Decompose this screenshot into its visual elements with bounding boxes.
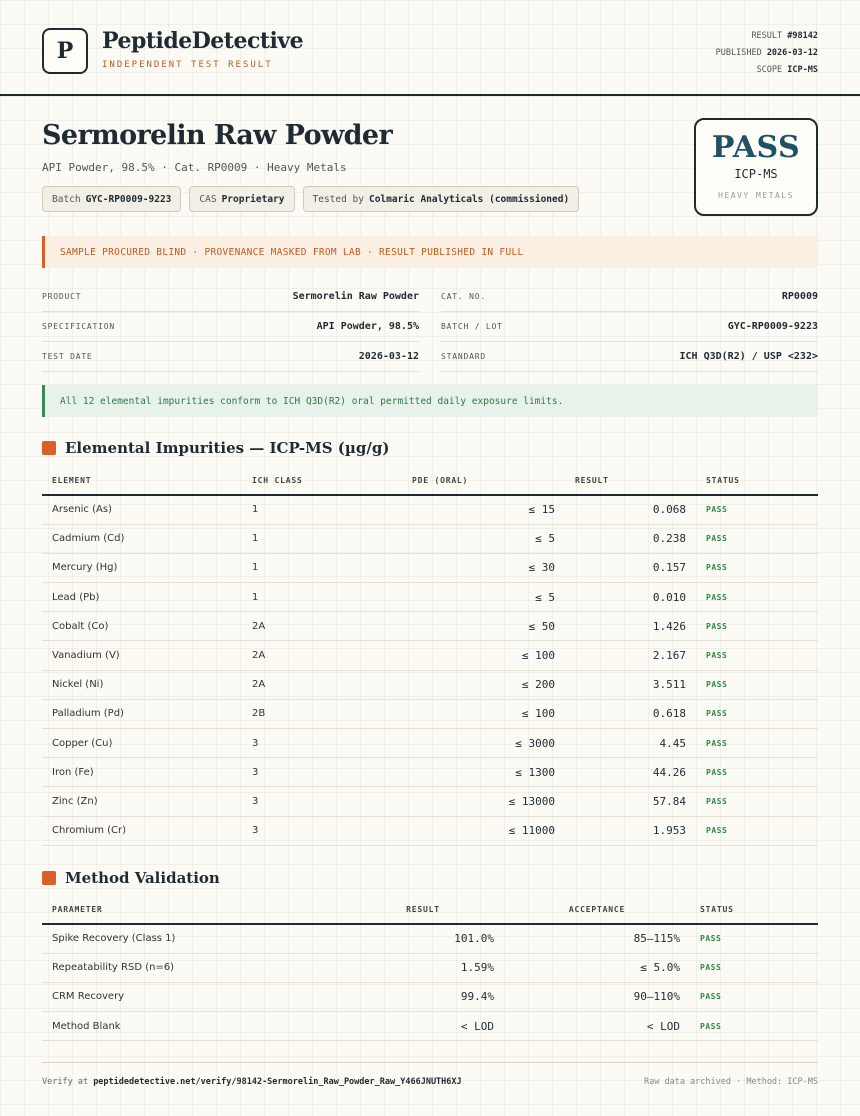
col-result: RESULT (342, 895, 504, 924)
status-badge: PASS (690, 953, 818, 982)
status-badge: PASS (690, 924, 818, 953)
status-badge: PASS (696, 612, 818, 641)
table-row (42, 729, 818, 758)
element-cell: Mercury (Hg) (42, 553, 242, 582)
status-badge: PASS (696, 758, 818, 787)
status-badge: PASS (690, 982, 818, 1011)
product-subtitle: API Powder, 98.5% · Cat. RP0009 · Heavy Metals (42, 161, 347, 174)
result-cell: 1.953 (565, 816, 696, 845)
parameter-cell: CRM Recovery (42, 982, 342, 1011)
status-badge: PASS (696, 729, 818, 758)
impurities-title: Elemental Impurities — ICP-MS (µg/g) (65, 439, 390, 457)
parameter-cell: Repeatability RSD (n=6) (42, 953, 342, 982)
element-cell: Cobalt (Co) (42, 612, 242, 641)
ich-class-cell: 3 (242, 816, 402, 845)
validation-title: Method Validation (65, 869, 220, 887)
result-cell: 57.84 (565, 787, 696, 816)
pde-cell: ≤ 3000 (402, 729, 565, 758)
ich-class-cell: 2A (242, 641, 402, 670)
status-badge: PASS (696, 524, 818, 553)
product-title: Sermorelin Raw Powder (42, 120, 393, 151)
logo-mark: P (42, 28, 88, 74)
ich-class-cell: 3 (242, 758, 402, 787)
validation-section-header (42, 869, 220, 887)
status-badge: PASS (690, 1012, 818, 1041)
pde-cell: ≤ 5 (402, 583, 565, 612)
section-marker-icon (42, 871, 56, 885)
table-row (42, 583, 818, 612)
table-row (42, 758, 818, 787)
result-cell: 3.511 (565, 670, 696, 699)
brand-name: PeptideDetective (102, 28, 304, 54)
element-cell: Chromium (Cr) (42, 816, 242, 845)
col-result: RESULT (565, 466, 696, 495)
pde-cell: ≤ 11000 (402, 816, 565, 845)
element-cell: Iron (Fe) (42, 758, 242, 787)
chip-tested-by: Tested by Colmaric Analyticals (commissioned) (303, 186, 580, 212)
pde-cell: ≤ 50 (402, 612, 565, 641)
conformance-banner: All 12 elemental impurities conform to ICH Q3D(R2) oral permitted daily exposure limits. (42, 385, 818, 417)
result-cell: 99.4% (342, 982, 504, 1011)
table-header-row (42, 895, 818, 924)
status-badge: PASS (696, 553, 818, 582)
table-row (42, 787, 818, 816)
pde-cell: ≤ 15 (402, 495, 565, 524)
result-cell: 0.010 (565, 583, 696, 612)
info-batch-lot: BATCH / LOT GYC-RP0009-9223 (441, 312, 818, 342)
table-row (42, 524, 818, 553)
col-acceptance: ACCEPTANCE (504, 895, 690, 924)
status-badge: PASS (696, 816, 818, 845)
ich-class-cell: 3 (242, 729, 402, 758)
impurities-section-header (42, 439, 389, 457)
validation-table (42, 895, 818, 1041)
table-row (42, 1012, 818, 1041)
product-chips (42, 186, 579, 212)
element-cell: Arsenic (As) (42, 495, 242, 524)
impurities-body (42, 495, 818, 845)
col-status: STATUS (696, 466, 818, 495)
table-row (42, 953, 818, 982)
report-header (42, 28, 818, 78)
ich-class-cell: 1 (242, 553, 402, 582)
status-badge: PASS (696, 787, 818, 816)
verdict-method: ICP-MS (734, 167, 778, 181)
result-cell: 0.618 (565, 699, 696, 728)
status-badge: PASS (696, 583, 818, 612)
table-row (42, 816, 818, 845)
pde-cell: ≤ 1300 (402, 758, 565, 787)
meta-published: PUBLISHED 2026-03-12 (715, 48, 818, 58)
table-row (42, 699, 818, 728)
info-row (42, 312, 818, 342)
result-cell: 1.59% (342, 953, 504, 982)
result-cell: 0.068 (565, 495, 696, 524)
element-cell: Zinc (Zn) (42, 787, 242, 816)
pde-cell: ≤ 100 (402, 699, 565, 728)
result-cell: 101.0% (342, 924, 504, 953)
procurement-banner: SAMPLE PROCURED BLIND · PROVENANCE MASKED FROM LAB · RESULT PUBLISHED IN FULL (42, 236, 818, 268)
footer-verify: Verify at peptidedetective.net/verify/98142-Sermorelin_Raw_Powder_Raw_Y466JNUTH6XJ (42, 1077, 462, 1087)
table-header-row (42, 466, 818, 495)
status-badge: PASS (696, 495, 818, 524)
result-cell: 2.167 (565, 641, 696, 670)
parameter-cell: Spike Recovery (Class 1) (42, 924, 342, 953)
table-row (42, 670, 818, 699)
table-row (42, 924, 818, 953)
element-cell: Nickel (Ni) (42, 670, 242, 699)
table-row (42, 495, 818, 524)
brand-tagline: INDEPENDENT TEST RESULT (102, 60, 273, 70)
meta-result: RESULT #98142 (751, 31, 818, 41)
validation-body (42, 924, 818, 1041)
info-standard: STANDARD ICH Q3D(R2) / USP <232> (441, 342, 818, 372)
impurities-table (42, 466, 818, 846)
col-parameter: PARAMETER (42, 895, 342, 924)
footer-note: Raw data archived · Method: ICP-MS (644, 1077, 818, 1087)
table-row (42, 982, 818, 1011)
col-pde: PDE (ORAL) (402, 466, 565, 495)
info-grid (42, 282, 818, 372)
pde-cell: ≤ 200 (402, 670, 565, 699)
acceptance-cell: 85–115% (504, 924, 690, 953)
result-cell: 0.238 (565, 524, 696, 553)
ich-class-cell: 1 (242, 583, 402, 612)
info-row (42, 282, 818, 312)
header-divider (0, 94, 860, 96)
element-cell: Vanadium (V) (42, 641, 242, 670)
footer-divider (42, 1062, 818, 1063)
info-row (42, 342, 818, 372)
ich-class-cell: 2A (242, 612, 402, 641)
ich-class-cell: 3 (242, 787, 402, 816)
pde-cell: ≤ 13000 (402, 787, 565, 816)
chip-batch: Batch GYC-RP0009-9223 (42, 186, 181, 212)
table-row (42, 553, 818, 582)
result-cell: 44.26 (565, 758, 696, 787)
col-ich-class: ICH CLASS (242, 466, 402, 495)
ich-class-cell: 2B (242, 699, 402, 728)
col-element: ELEMENT (42, 466, 242, 495)
table-row (42, 641, 818, 670)
info-cat-no: CAT. NO. RP0009 (441, 282, 818, 312)
status-badge: PASS (696, 670, 818, 699)
result-cell: < LOD (342, 1012, 504, 1041)
brand-block (102, 28, 303, 70)
info-specification: SPECIFICATION API Powder, 98.5% (42, 312, 419, 342)
status-badge: PASS (696, 641, 818, 670)
element-cell: Palladium (Pd) (42, 699, 242, 728)
verify-link[interactable]: peptidedetective.net/verify/98142-Sermorelin_Raw_Powder_Raw_Y466JNUTH6XJ (93, 1077, 462, 1087)
pde-cell: ≤ 30 (402, 553, 565, 582)
pde-cell: ≤ 100 (402, 641, 565, 670)
report-meta (716, 28, 818, 79)
ich-class-cell: 2A (242, 670, 402, 699)
element-cell: Lead (Pb) (42, 583, 242, 612)
parameter-cell: Method Blank (42, 1012, 342, 1041)
chip-cas: CAS Proprietary (189, 186, 294, 212)
result-cell: 1.426 (565, 612, 696, 641)
table-row (42, 612, 818, 641)
verdict-badge (694, 118, 818, 216)
element-cell: Copper (Cu) (42, 729, 242, 758)
result-cell: 4.45 (565, 729, 696, 758)
pde-cell: ≤ 5 (402, 524, 565, 553)
ich-class-cell: 1 (242, 524, 402, 553)
acceptance-cell: ≤ 5.0% (504, 953, 690, 982)
ich-class-cell: 1 (242, 495, 402, 524)
result-cell: 0.157 (565, 553, 696, 582)
section-marker-icon (42, 441, 56, 455)
verdict-word: PASS (711, 130, 801, 165)
element-cell: Cadmium (Cd) (42, 524, 242, 553)
info-test-date: TEST DATE 2026-03-12 (42, 342, 419, 372)
acceptance-cell: < LOD (504, 1012, 690, 1041)
col-status: STATUS (690, 895, 818, 924)
status-badge: PASS (696, 699, 818, 728)
meta-scope: SCOPE ICP-MS (756, 65, 818, 75)
info-product: PRODUCT Sermorelin Raw Powder (42, 282, 419, 312)
verdict-scope: HEAVY METALS (718, 191, 794, 200)
acceptance-cell: 90–110% (504, 982, 690, 1011)
